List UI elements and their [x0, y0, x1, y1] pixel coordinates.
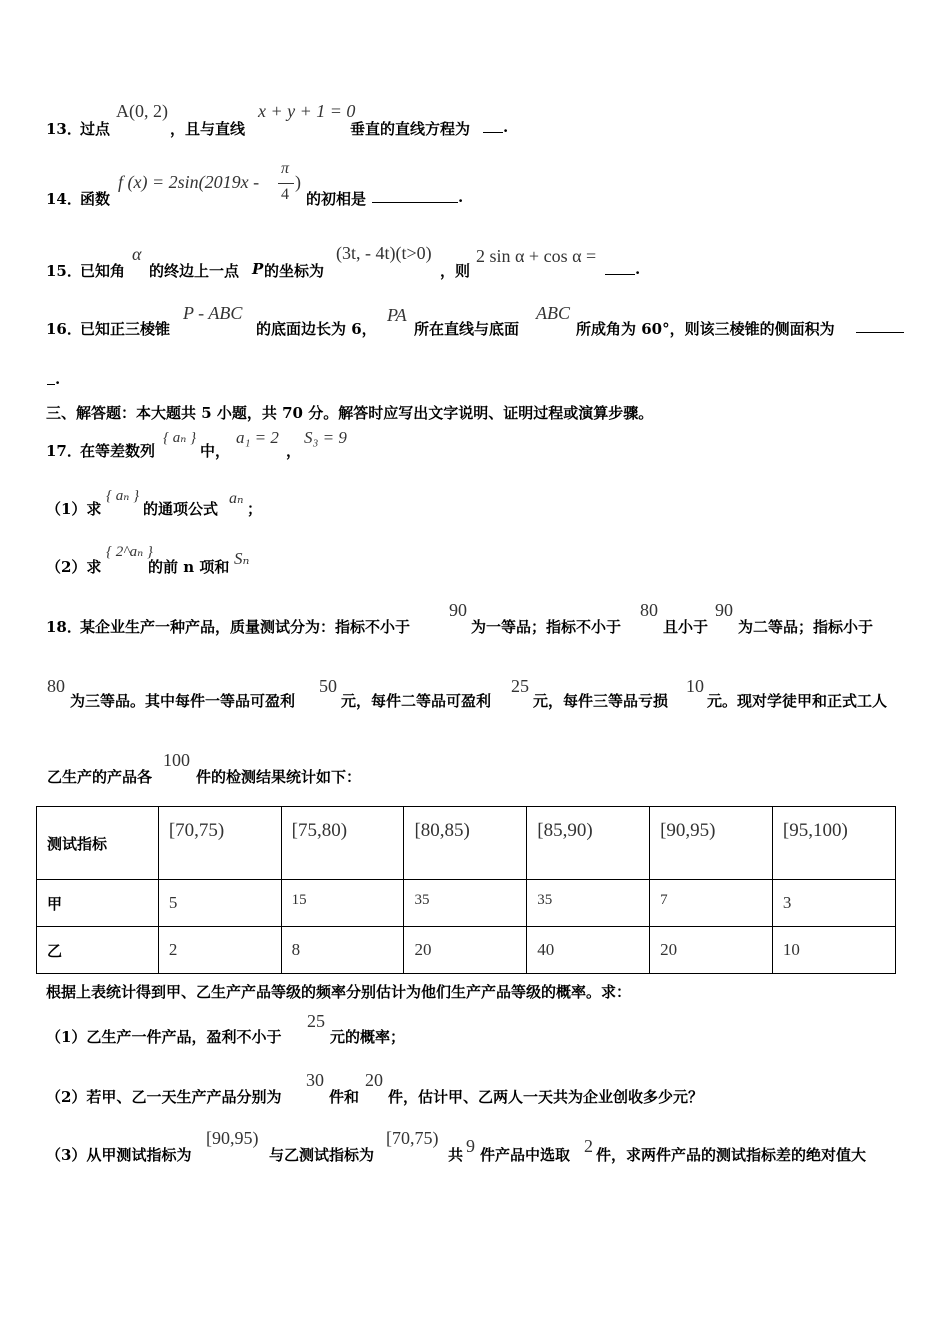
cell-value: 10 — [782, 940, 800, 959]
sub3-interval-jia: [90,95) — [206, 1128, 259, 1148]
q18-value-90b: 90 — [715, 600, 733, 620]
q18-value-80: 80 — [640, 600, 658, 620]
q18-value-50: 50 — [319, 676, 337, 696]
sub2-value-30: 30 — [306, 1070, 324, 1090]
q16-abc: ABC — [536, 303, 570, 323]
q16-pyramid: P - ABC — [183, 303, 243, 323]
table-cell — [527, 880, 650, 927]
q13-answer-blank — [483, 118, 503, 133]
interval-cell — [650, 807, 773, 880]
q16-answer-blank — [856, 318, 904, 333]
q13-text-2: ，且与直线 — [170, 120, 246, 138]
sub3-interval-yi: [70,75) — [386, 1128, 439, 1148]
table-cell — [772, 880, 895, 927]
q17-a1: a₁ = 2 — [236, 428, 279, 447]
q16-text-1: 已知正三棱锥 — [80, 320, 171, 338]
q17-part1-end: ； — [247, 500, 263, 518]
table-row-jia — [37, 880, 896, 927]
q18-value-80b: 80 — [47, 676, 65, 696]
sub3-text-5: 件，求两件产品的测试指标差的绝对值大 — [596, 1146, 867, 1164]
q15-text-3: 的坐标为 — [264, 262, 325, 280]
q16-period: . — [55, 370, 61, 388]
cell-value: 20 — [414, 940, 432, 959]
sub3-text-1: （3）从甲测试指标为 — [46, 1146, 192, 1164]
q15-point-p: P — [252, 260, 264, 278]
q15-text-2: 的终边上一点 — [149, 262, 240, 280]
q18-value-25: 25 — [511, 676, 529, 696]
q16-number: 16． — [46, 320, 82, 338]
q14-four: 4 — [281, 186, 289, 203]
q14-pi: π — [281, 160, 290, 177]
q15-answer-blank — [605, 260, 635, 275]
table-cell — [772, 927, 895, 974]
q17-part2-text: 的前 n 项和 — [148, 558, 230, 576]
table-cell — [404, 927, 527, 974]
q14-period: . — [458, 188, 464, 206]
q17-number: 17． — [46, 442, 82, 460]
interval-cell — [772, 807, 895, 880]
row-label-yi: 乙 — [37, 927, 159, 974]
q13-line-equation: x + y + 1 = 0 — [258, 101, 356, 121]
q13-text-1: 过点 — [80, 120, 111, 138]
table-row-yi — [37, 927, 896, 974]
q17-part2-label: （2）求 — [46, 558, 102, 576]
q18-value-90: 90 — [449, 600, 467, 620]
q18-text-1: 某企业生产一种产品，质量测试分为：指标不小于 — [80, 618, 411, 636]
sub2-text-2: 件和 — [329, 1088, 360, 1106]
sub3-text-2: 与乙测试指标为 — [269, 1146, 375, 1164]
q18-text-3: 且小于 — [663, 618, 709, 636]
interval-75-80: [75,80) — [291, 820, 348, 841]
sub1-text-2: 元的概率； — [330, 1028, 406, 1046]
q14-text-1: 函数 — [80, 190, 111, 208]
q14-text-2: 的初相是 — [306, 190, 367, 208]
q13-period: . — [503, 118, 509, 136]
table-cell — [158, 927, 281, 974]
q13-point-a: A(0, 2) — [116, 101, 168, 121]
q18-text-10: 件的检测结果统计如下： — [196, 768, 362, 786]
q17-part1-sequence: { aₙ } — [106, 488, 140, 504]
q18-text-4: 为二等品；指标小于 — [738, 618, 874, 636]
q17-part2-sn: Sₙ — [234, 549, 250, 568]
sub3-text-4: 件产品中选取 — [480, 1146, 571, 1164]
sub1-value-25: 25 — [307, 1011, 325, 1031]
q16-pa: PA — [387, 305, 407, 325]
interval-85-90: [85,90) — [537, 820, 593, 841]
q15-period: . — [635, 260, 641, 278]
q18-number: 18． — [46, 618, 82, 636]
q18-text-9: 乙生产的产品各 — [47, 768, 153, 786]
q18-text-7: 元，每件三等品亏损 — [533, 692, 669, 710]
cell-value: 2 — [168, 940, 178, 959]
section-3-heading: 三、解答题：本大题共 5 小题，共 70 分。解答时应写出文字说明、证明过程或演算步骤。 — [46, 404, 654, 422]
q15-coordinates: (3t, - 4t)(t>0) — [336, 243, 432, 263]
q14-fraction-bar — [278, 183, 294, 184]
interval-90-95: [90,95) — [660, 820, 716, 841]
q18-text-2: 为一等品；指标不小于 — [471, 618, 622, 636]
q15-text-4: ，则 — [440, 262, 471, 280]
table-cell — [404, 880, 527, 927]
q17-text-1: 在等差数列 — [80, 442, 156, 460]
sub2-value-20: 20 — [365, 1070, 383, 1090]
q17-part1-label: （1）求 — [46, 500, 102, 518]
q14-number: 14． — [46, 190, 82, 208]
cell-value: 5 — [168, 893, 178, 912]
table-cell — [281, 927, 404, 974]
q18-text-6: 元，每件二等品可盈利 — [341, 692, 492, 710]
interval-95-100: [95,100) — [782, 820, 848, 841]
q15-expression: 2 sin α + cos α = — [476, 246, 597, 266]
cell-value: 35 — [537, 891, 553, 908]
q16-answer-blank-cont — [47, 370, 55, 385]
table-cell — [527, 927, 650, 974]
interval-cell — [527, 807, 650, 880]
row-label-jia: 甲 — [37, 880, 159, 927]
q14-answer-blank — [372, 188, 458, 203]
q17-part1-an: aₙ — [229, 490, 244, 507]
q17-part2-sequence: { 2^aₙ } — [106, 544, 153, 560]
sub1-text-1: （1）乙生产一件产品，盈利不小于 — [46, 1028, 282, 1046]
q15-alpha: α — [132, 244, 142, 264]
q15-number: 15． — [46, 262, 82, 280]
q17-text-3: ， — [286, 442, 302, 460]
test-results-table — [36, 806, 896, 974]
cell-value: 15 — [291, 891, 307, 908]
q18-text-8: 元。现对学徒甲和正式工人 — [707, 692, 888, 710]
q16-text-3: 所在直线与底面 — [414, 320, 520, 338]
table-header-label: 测试指标 — [37, 807, 159, 880]
q15-text-1: 已知角 — [80, 262, 126, 280]
q14-close-paren: ) — [295, 172, 301, 192]
sub2-text-3: 件，估计甲、乙两人一天共为企业创收多少元？ — [388, 1088, 704, 1106]
table-cell — [650, 927, 773, 974]
q13-number: 13． — [46, 120, 82, 138]
cell-value: 8 — [291, 940, 301, 959]
q18-value-100: 100 — [163, 750, 190, 770]
q13-text-3: 垂直的直线方程为 — [350, 120, 471, 138]
q18-value-10: 10 — [686, 676, 704, 696]
sub3-text-3: 共 — [448, 1146, 464, 1164]
sub2-text-1: （2）若甲、乙一天生产产品分别为 — [46, 1088, 282, 1106]
interval-cell — [158, 807, 281, 880]
table-cell — [281, 880, 404, 927]
interval-80-85: [80,85) — [414, 820, 470, 841]
sub3-value-2: 2 — [584, 1136, 593, 1156]
after-table-text: 根据上表统计得到甲、乙生产产品等级的频率分别估计为他们生产产品等级的概率。求： — [46, 983, 632, 1001]
cell-value: 3 — [782, 893, 792, 912]
table-header-row — [37, 807, 896, 880]
q17-text-2: 中， — [200, 442, 231, 460]
sub3-value-9: 9 — [466, 1136, 475, 1156]
table-cell — [158, 880, 281, 927]
table-cell — [650, 880, 773, 927]
interval-70-75: [70,75) — [168, 820, 225, 841]
q17-sequence: { aₙ } — [163, 430, 197, 446]
q18-text-5: 为三等品。其中每件一等品可盈利 — [70, 692, 296, 710]
interval-cell — [404, 807, 527, 880]
cell-value: 35 — [414, 891, 430, 908]
q17-s3: S₃ = 9 — [304, 428, 347, 447]
cell-value: 40 — [537, 940, 555, 959]
interval-cell — [281, 807, 404, 880]
q17-part1-text: 的通项公式 — [143, 500, 219, 518]
q14-function: f (x) = 2sin(2019x - — [118, 172, 260, 192]
cell-value: 7 — [660, 891, 668, 908]
q16-text-4: 所成角为 60°，则该三棱锥的侧面积为 — [576, 320, 835, 338]
cell-value: 20 — [660, 940, 678, 959]
q16-text-2: 的底面边长为 6， — [256, 320, 377, 338]
